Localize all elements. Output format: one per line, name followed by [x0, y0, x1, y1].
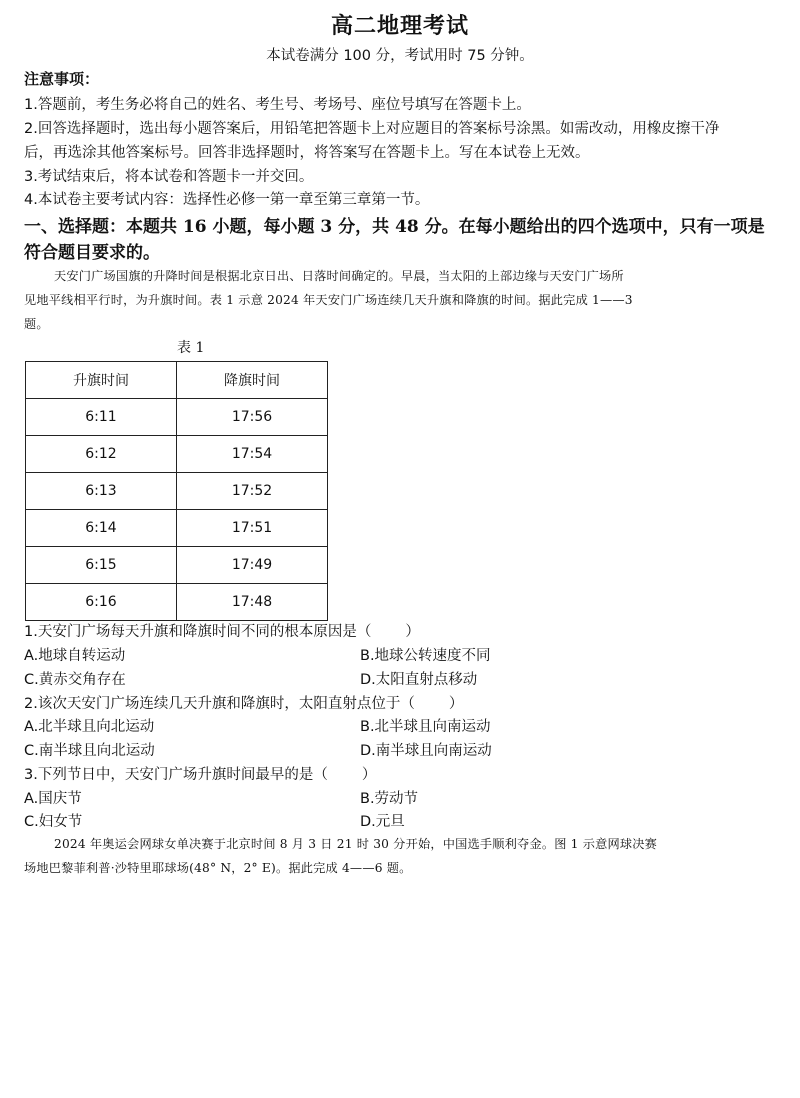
question-1-stem — [24, 620, 420, 641]
lower-time-cell: 17:49 — [177, 547, 328, 584]
question-2-option-b: B.北半球且向南运动 — [360, 719, 491, 735]
question-2-option-d: D.南半球且向南运动 — [360, 743, 492, 759]
question-2-option-a: A.北半球且向北运动 — [24, 719, 155, 735]
table-row — [26, 473, 328, 510]
notice-item: 3.考试结束后，将本试卷和答题卡一并交回。 — [24, 169, 314, 185]
notice-item: 4.本试卷主要考试内容：选择性必修一第一章至第三章第一节。 — [24, 192, 430, 208]
table-row — [26, 547, 328, 584]
question-3-option-a: A.国庆节 — [24, 791, 82, 807]
raise-time-cell: 6:16 — [26, 584, 177, 621]
question-bracket-close: ） — [361, 767, 377, 783]
notice-item: 1.答题前，考生务必将自己的姓名、考生号、考场号、座位号填写在答题卡上。 — [24, 97, 531, 113]
question-2-stem — [24, 692, 463, 713]
flag-time-table — [25, 361, 328, 621]
passage-2-line: 场地巴黎菲利普·沙特里耶球场(48° N，2° E)。据此完成 4——6 题。 — [24, 861, 412, 875]
question-1-option-c: C.黄赤交角存在 — [24, 672, 126, 688]
question-bracket-close: ） — [405, 624, 420, 640]
table-row — [26, 399, 328, 436]
column-header-lower: 降旗时间 — [177, 362, 328, 399]
section-heading: 一、选择题：本题共 16 小题，每小题 3 分，共 48 分。在每小题给出的四个选项中，只有一项是 — [24, 217, 765, 237]
column-header-raise: 升旗时间 — [26, 362, 177, 399]
question-1-option-d: D.太阳直射点移动 — [360, 672, 478, 688]
question-bracket-close: ） — [448, 696, 464, 712]
question-3-stem — [24, 763, 376, 784]
lower-time-cell: 17:51 — [177, 510, 328, 547]
question-3-option-b: B.劳动节 — [360, 791, 419, 807]
lower-time-cell: 17:56 — [177, 399, 328, 436]
raise-time-cell: 6:13 — [26, 473, 177, 510]
lower-time-cell: 17:48 — [177, 584, 328, 621]
question-stem-text: 2.该次天安门广场连续几天升旗和降旗时，太阳直射点位于（ — [24, 696, 415, 712]
passage-1-line: 天安门广场国旗的升降时间是根据北京日出、日落时间确定的。早晨，当太阳的上部边缘与天安门广场所 — [54, 269, 624, 283]
table-caption: 表 1 — [177, 340, 205, 356]
notice-item: 后，再选涂其他答案标号。回答非选择题时，将答案写在答题卡上。写在本试卷上无效。 — [24, 145, 590, 161]
notice-heading: 注意事项： — [24, 70, 100, 88]
question-stem-text: 1.天安门广场每天升旗和降旗时间不同的根本原因是（ — [24, 624, 372, 640]
section-heading-cont: 符合题目要求的。 — [24, 243, 160, 263]
question-3-option-c: C.妇女节 — [24, 814, 83, 830]
question-1-option-b: B.地球公转速度不同 — [360, 648, 491, 664]
raise-time-cell: 6:11 — [26, 399, 177, 436]
lower-time-cell: 17:52 — [177, 473, 328, 510]
raise-time-cell: 6:12 — [26, 436, 177, 473]
question-2-option-c: C.南半球且向北运动 — [24, 743, 155, 759]
lower-time-cell: 17:54 — [177, 436, 328, 473]
passage-1-line: 见地平线相平行时，为升旗时间。表 1 示意 2024 年天安门广场连续几天升旗和降旗的时间。据此完成 1——3 — [24, 293, 633, 307]
exam-subtitle: 本试卷满分 100 分，考试用时 75 分钟。 — [266, 48, 534, 64]
question-3-option-d: D.元旦 — [360, 814, 405, 830]
table-row — [26, 510, 328, 547]
raise-time-cell: 6:15 — [26, 547, 177, 584]
notice-item: 2.回答选择题时，选出每小题答案后，用铅笔把答题卡上对应题目的答案标号涂黑。如需改动，用橡皮擦干净 — [24, 121, 720, 137]
passage-2-line: 2024 年奥运会网球女单决赛于北京时间 8 月 3 日 21 时 30 分开始，中国选手顺利夺金。图 1 示意网球决赛 — [54, 837, 658, 851]
exam-title: 高二地理考试 — [330, 13, 469, 39]
question-stem-text: 3.下列节日中，天安门广场升旗时间最早的是（ — [24, 767, 328, 783]
question-1-option-a: A.地球自转运动 — [24, 648, 126, 664]
table-row — [26, 436, 328, 473]
table-row — [26, 584, 328, 621]
raise-time-cell: 6:14 — [26, 510, 177, 547]
passage-1-line: 题。 — [24, 317, 49, 331]
